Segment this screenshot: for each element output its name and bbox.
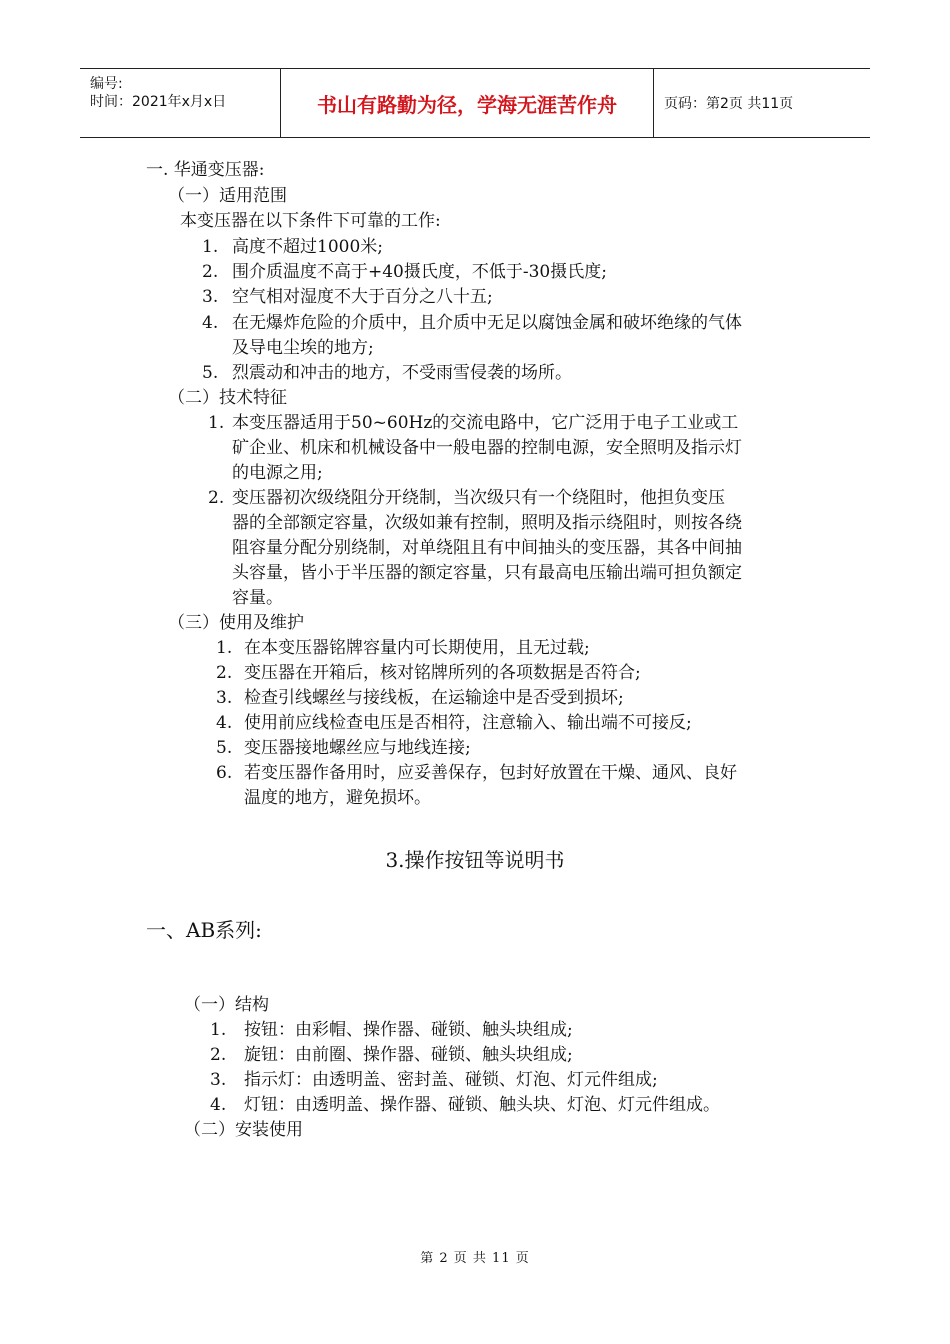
list-number: 1. — [202, 237, 219, 257]
list-item-continued: 容量。 — [232, 588, 283, 608]
list-item: 在无爆炸危险的介质中，且介质中无足以腐蚀金属和破坏绝缘的气体 — [232, 313, 742, 333]
list-number: 1. — [210, 1020, 227, 1040]
time-label: 时间：2021年x月x日 — [90, 94, 227, 110]
subsection-heading: （一）适用范围 — [168, 186, 287, 206]
list-number: 1. — [216, 638, 233, 658]
list-number: 3. — [210, 1070, 227, 1090]
list-number: 1. — [208, 413, 225, 433]
list-item: 变压器接地螺丝应与地线连接; — [244, 738, 471, 758]
list-number: 5. — [202, 363, 219, 383]
list-item: 指示灯：由透明盖、密封盖、碰锁、灯泡、灯元件组成; — [244, 1070, 658, 1090]
list-item: 高度不超过1000米; — [232, 237, 383, 257]
subsection-heading: （二）技术特征 — [168, 388, 287, 408]
section-heading: 一. 华通变压器: — [146, 160, 265, 180]
header-page-info: 页码：第2页 共11页 — [664, 96, 794, 112]
list-item: 本变压器适用于50~60Hz的交流电路中，它广泛用于电子工业或工 — [232, 413, 739, 433]
subsection-heading: （三）使用及维护 — [168, 613, 304, 633]
header-motto: 书山有路勤为径，学海无涯苦作舟 — [280, 69, 654, 137]
header-meta — [80, 69, 280, 137]
list-number: 2. — [210, 1045, 227, 1065]
list-item-continued: 阻容量分配分别绕制，对单绕阻且有中间抽头的变压器，其各中间抽 — [232, 538, 742, 558]
list-number: 4. — [216, 713, 233, 733]
list-number: 3. — [202, 287, 219, 307]
list-item: 变压器初次级绕阻分开绕制，当次级只有一个绕阻时，他担负变压 — [232, 488, 725, 508]
list-item: 烈震动和冲击的地方，不受雨雪侵袭的场所。 — [232, 363, 572, 383]
document-title: 3.操作按钮等说明书 — [385, 848, 565, 872]
list-number: 2. — [216, 663, 233, 683]
list-item: 旋钮：由前圈、操作器、碰锁、触头块组成; — [244, 1045, 573, 1065]
list-item: 在本变压器铭牌容量内可长期使用，且无过载; — [244, 638, 590, 658]
list-item: 围介质温度不高于+40摄氏度，不低于-30摄氏度; — [232, 262, 607, 282]
list-number: 5. — [216, 738, 233, 758]
page-footer: 第 2 页 共 11 页 — [420, 1251, 530, 1266]
list-item: 按钮：由彩帽、操作器、碰锁、触头块组成; — [244, 1020, 573, 1040]
subsection-heading: （二）安装使用 — [184, 1120, 303, 1140]
list-item-continued: 头容量，皆小于半压器的额定容量，只有最高电压输出端可担负额定 — [232, 563, 742, 583]
list-number: 6. — [216, 763, 233, 783]
list-number: 2. — [208, 488, 225, 508]
page-header — [80, 68, 870, 138]
list-number: 2. — [202, 262, 219, 282]
list-item: 变压器在开箱后，核对铭牌所列的各项数据是否符合; — [244, 663, 641, 683]
list-number: 3. — [216, 688, 233, 708]
list-item: 空气相对湿度不大于百分之八十五; — [232, 287, 493, 307]
list-number: 4. — [202, 313, 219, 333]
paragraph-intro: 本变压器在以下条件下可靠的工作: — [180, 211, 441, 231]
section-heading: 一、AB系列: — [146, 918, 262, 942]
list-item: 使用前应线检查电压是否相符，注意输入、输出端不可接反; — [244, 713, 692, 733]
list-number: 4. — [210, 1095, 227, 1115]
list-item: 灯钮：由透明盖、操作器、碰锁、触头块、灯泡、灯元件组成。 — [244, 1095, 720, 1115]
list-item-continued: 矿企业、机床和机械设备中一般电器的控制电源，安全照明及指示灯 — [232, 438, 742, 458]
list-item-continued: 温度的地方，避免损坏。 — [244, 788, 431, 808]
code-label: 编号: — [90, 76, 123, 92]
list-item: 检查引线螺丝与接线板，在运输途中是否受到损坏; — [244, 688, 624, 708]
subsection-heading: （一）结构 — [184, 995, 269, 1015]
list-item: 若变压器作备用时，应妥善保存，包封好放置在干燥、通风、良好 — [244, 763, 737, 783]
list-item-continued: 及导电尘埃的地方; — [232, 338, 374, 358]
list-item-continued: 器的全部额定容量，次级如兼有控制，照明及指示绕阻时，则按各绕 — [232, 513, 742, 533]
list-item-continued: 的电源之用; — [232, 463, 323, 483]
